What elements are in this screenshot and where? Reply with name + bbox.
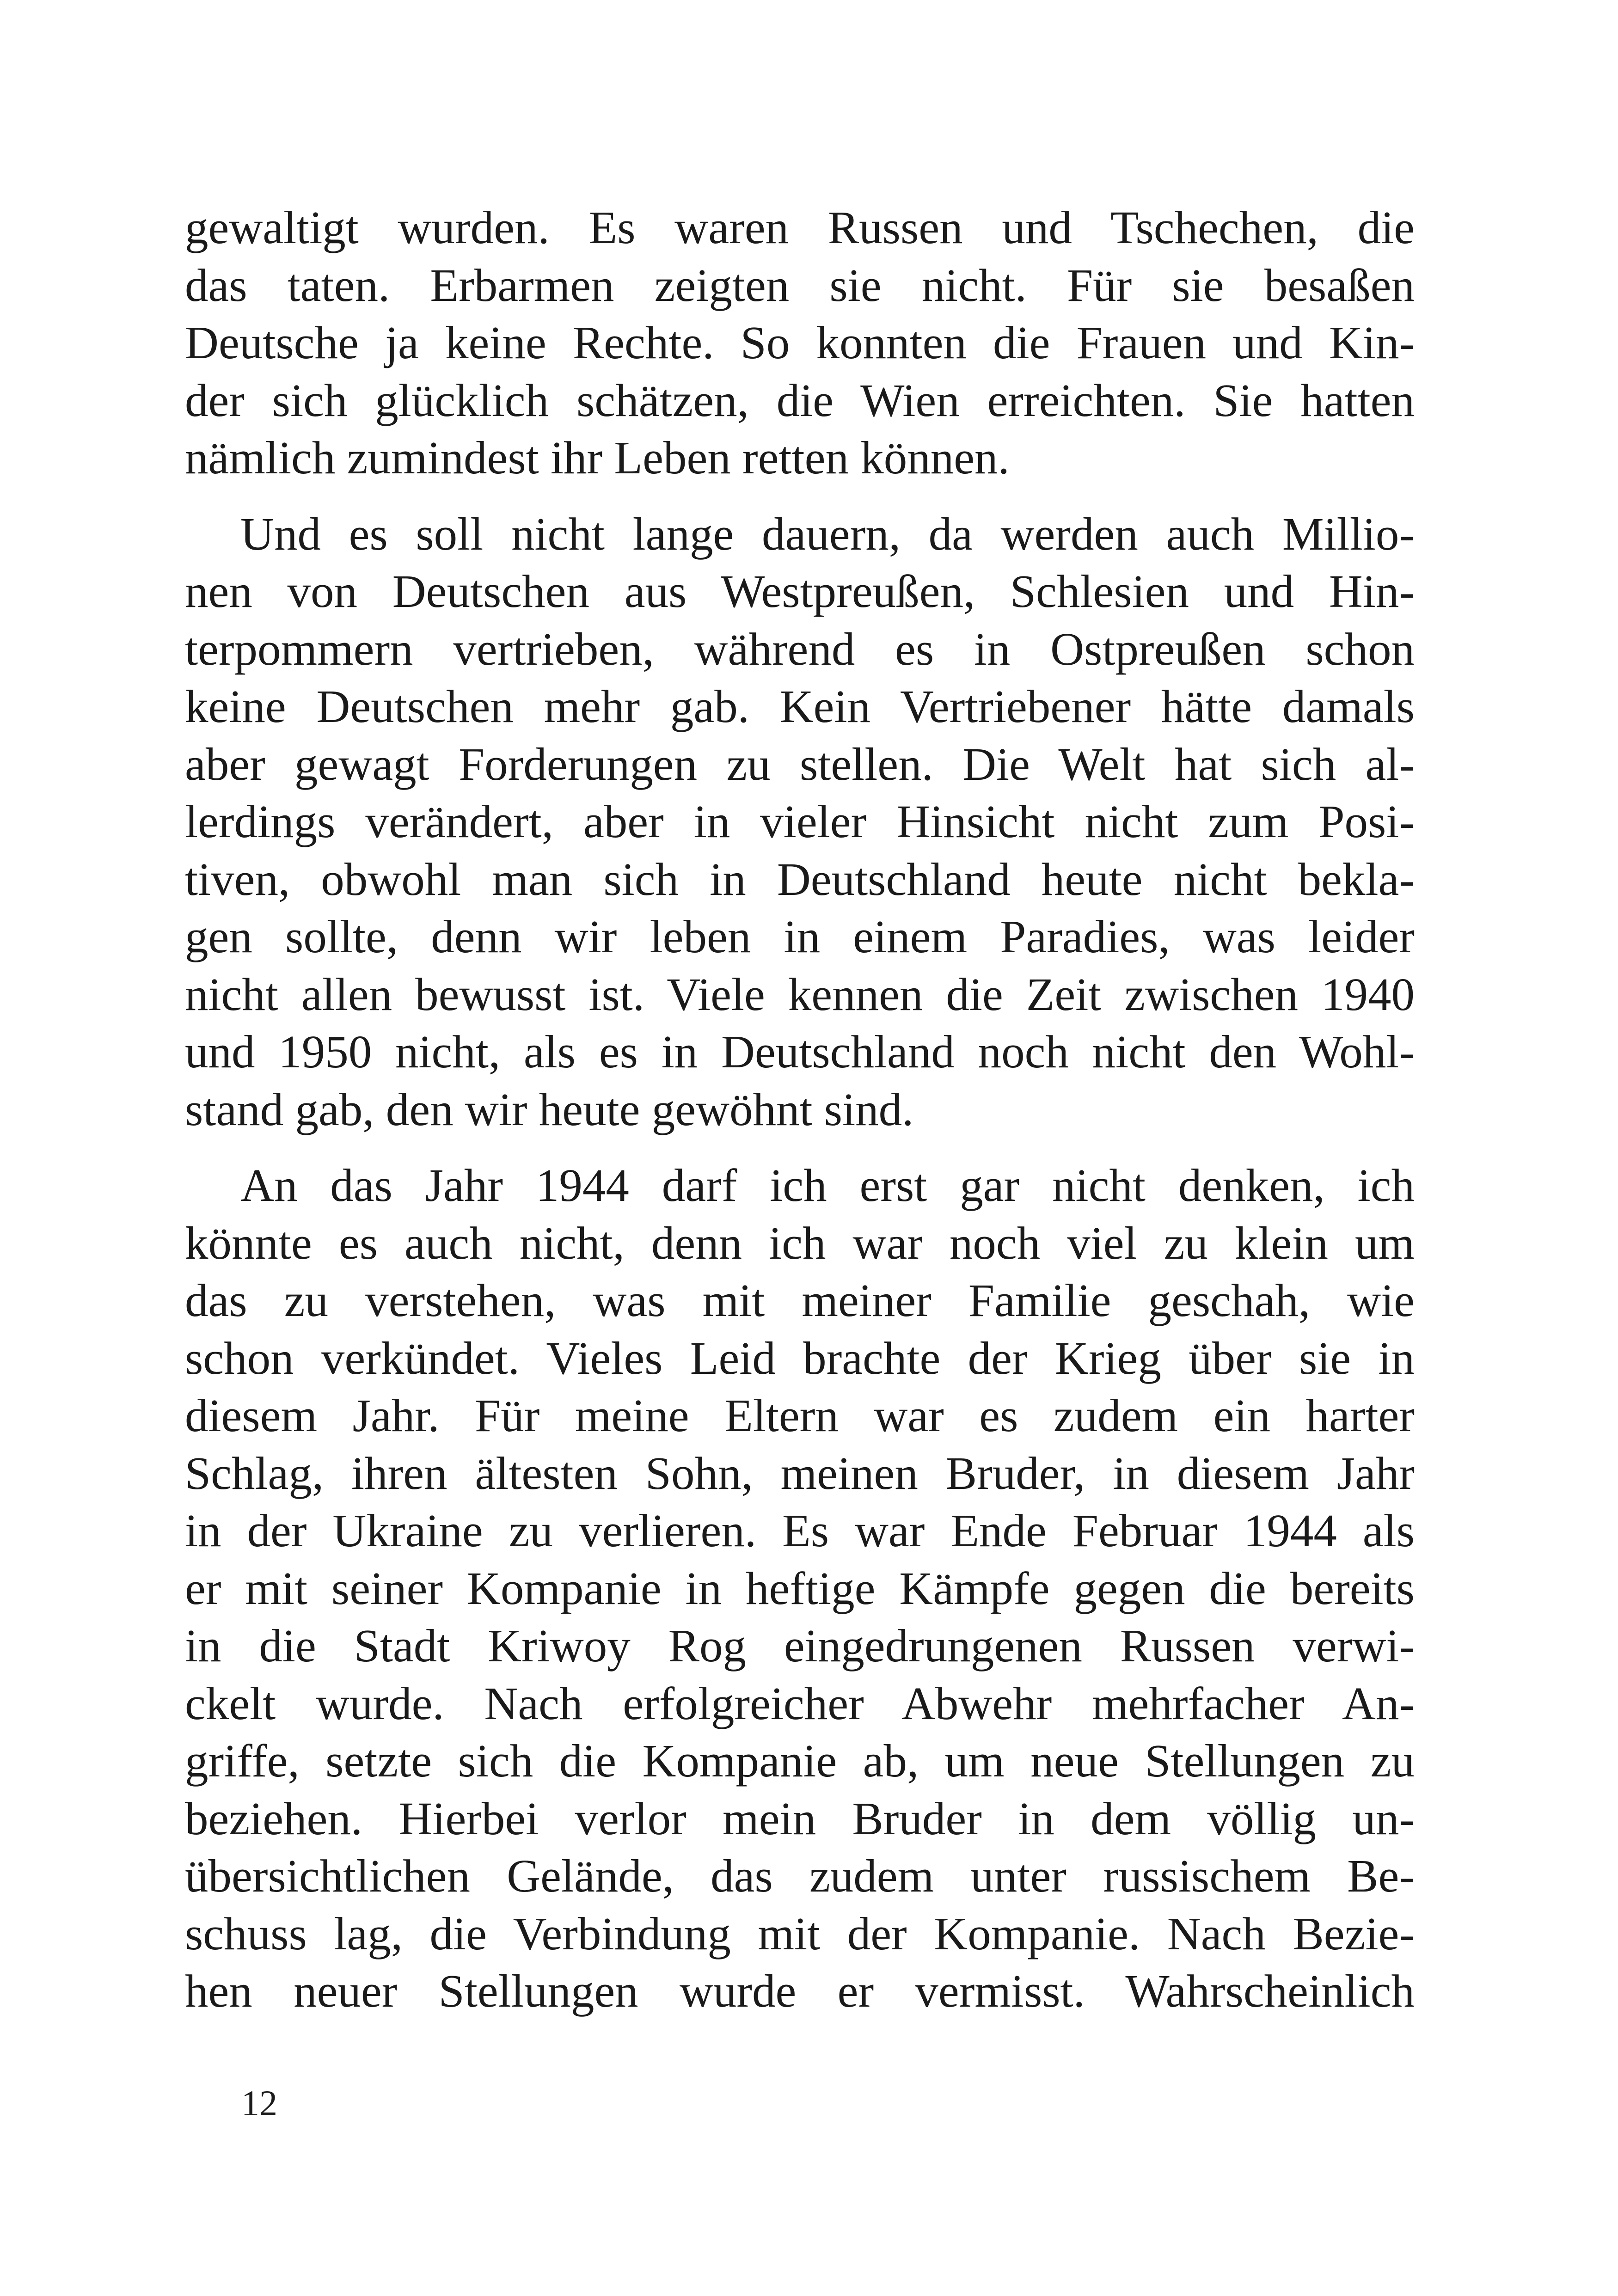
text-line: beziehen. Hierbei verlor mein Bruder in dem völlig un- bbox=[185, 1792, 1415, 1844]
text-line: diesem Jahr. Für meine Eltern war es zudem ein harter bbox=[185, 1390, 1415, 1441]
text-line: könnte es auch nicht, denn ich war noch viel zu klein um bbox=[185, 1217, 1415, 1269]
text-line: aber gewagt Forderungen zu stellen. Die Welt hat sich al- bbox=[185, 738, 1415, 790]
text-line: schuss lag, die Verbindung mit der Kompanie. Nach Bezie- bbox=[185, 1907, 1415, 1959]
paragraph-spacer bbox=[185, 487, 1415, 505]
body-text bbox=[185, 199, 1415, 2020]
text-line: das zu verstehen, was mit meiner Familie geschah, wie bbox=[185, 1274, 1415, 1326]
text-line: und 1950 nicht, als es in Deutschland noch nicht den Wohl- bbox=[185, 1026, 1415, 1078]
paragraph-3 bbox=[185, 1157, 1415, 2020]
paragraph-1 bbox=[185, 199, 1415, 487]
text-line: das taten. Erbarmen zeigten sie nicht. Für sie besaßen bbox=[185, 259, 1415, 311]
text-line: griffe, setzte sich die Kompanie ab, um neue Stellungen zu bbox=[185, 1735, 1415, 1787]
text-line: keine Deutschen mehr gab. Kein Vertriebener hätte damals bbox=[185, 680, 1415, 732]
paragraph-spacer bbox=[185, 1138, 1415, 1157]
text-line: gen sollte, denn wir leben in einem Paradies, was leider bbox=[185, 911, 1415, 962]
text-line: Schlag, ihren ältesten Sohn, meinen Bruder, in diesem Jahr bbox=[185, 1447, 1415, 1499]
text-line: stand gab, den wir heute gewöhnt sind. bbox=[185, 1083, 914, 1135]
text-line: An das Jahr 1944 darf ich erst gar nicht denken, ich bbox=[240, 1159, 1415, 1211]
text-line: Deutsche ja keine Rechte. So konnten die Frauen und Kin- bbox=[185, 317, 1415, 368]
text-line: nämlich zumindest ihr Leben retten können. bbox=[185, 432, 1010, 484]
text-line: ckelt wurde. Nach erfolgreicher Abwehr mehrfacher An- bbox=[185, 1677, 1415, 1729]
text-line: lerdings verändert, aber in vieler Hinsicht nicht zum Posi- bbox=[185, 796, 1415, 847]
text-line: er mit seiner Kompanie in heftige Kämpfe gegen die bereits bbox=[185, 1562, 1415, 1614]
text-line: Und es soll nicht lange dauern, da werden auch Millio- bbox=[240, 508, 1415, 560]
text-line: terpommern vertrieben, während es in Ostpreußen schon bbox=[185, 623, 1415, 675]
text-line: nicht allen bewusst ist. Viele kennen die Zeit zwischen 1940 bbox=[185, 968, 1415, 1020]
text-line: gewaltigt wurden. Es waren Russen und Tschechen, die bbox=[185, 202, 1415, 253]
text-line: in die Stadt Kriwoy Rog eingedrungenen Russen verwi- bbox=[185, 1620, 1415, 1671]
text-line: hen neuer Stellungen wurde er vermisst. Wahrscheinlich bbox=[185, 1965, 1415, 2017]
text-line: schon verkündet. Vieles Leid brachte der Krieg über sie in bbox=[185, 1332, 1415, 1384]
paragraph-2 bbox=[185, 505, 1415, 1139]
text-line: tiven, obwohl man sich in Deutschland heute nicht bekla- bbox=[185, 853, 1415, 905]
page-number: 12 bbox=[241, 2083, 277, 2123]
text-line: übersichtlichen Gelände, das zudem unter russischem Be- bbox=[185, 1850, 1415, 1902]
text-line: nen von Deutschen aus Westpreußen, Schlesien und Hin- bbox=[185, 565, 1415, 617]
text-line: der sich glücklich schätzen, die Wien erreichten. Sie hatten bbox=[185, 374, 1415, 426]
text-line: in der Ukraine zu verlieren. Es war Ende Februar 1944 als bbox=[185, 1505, 1415, 1556]
